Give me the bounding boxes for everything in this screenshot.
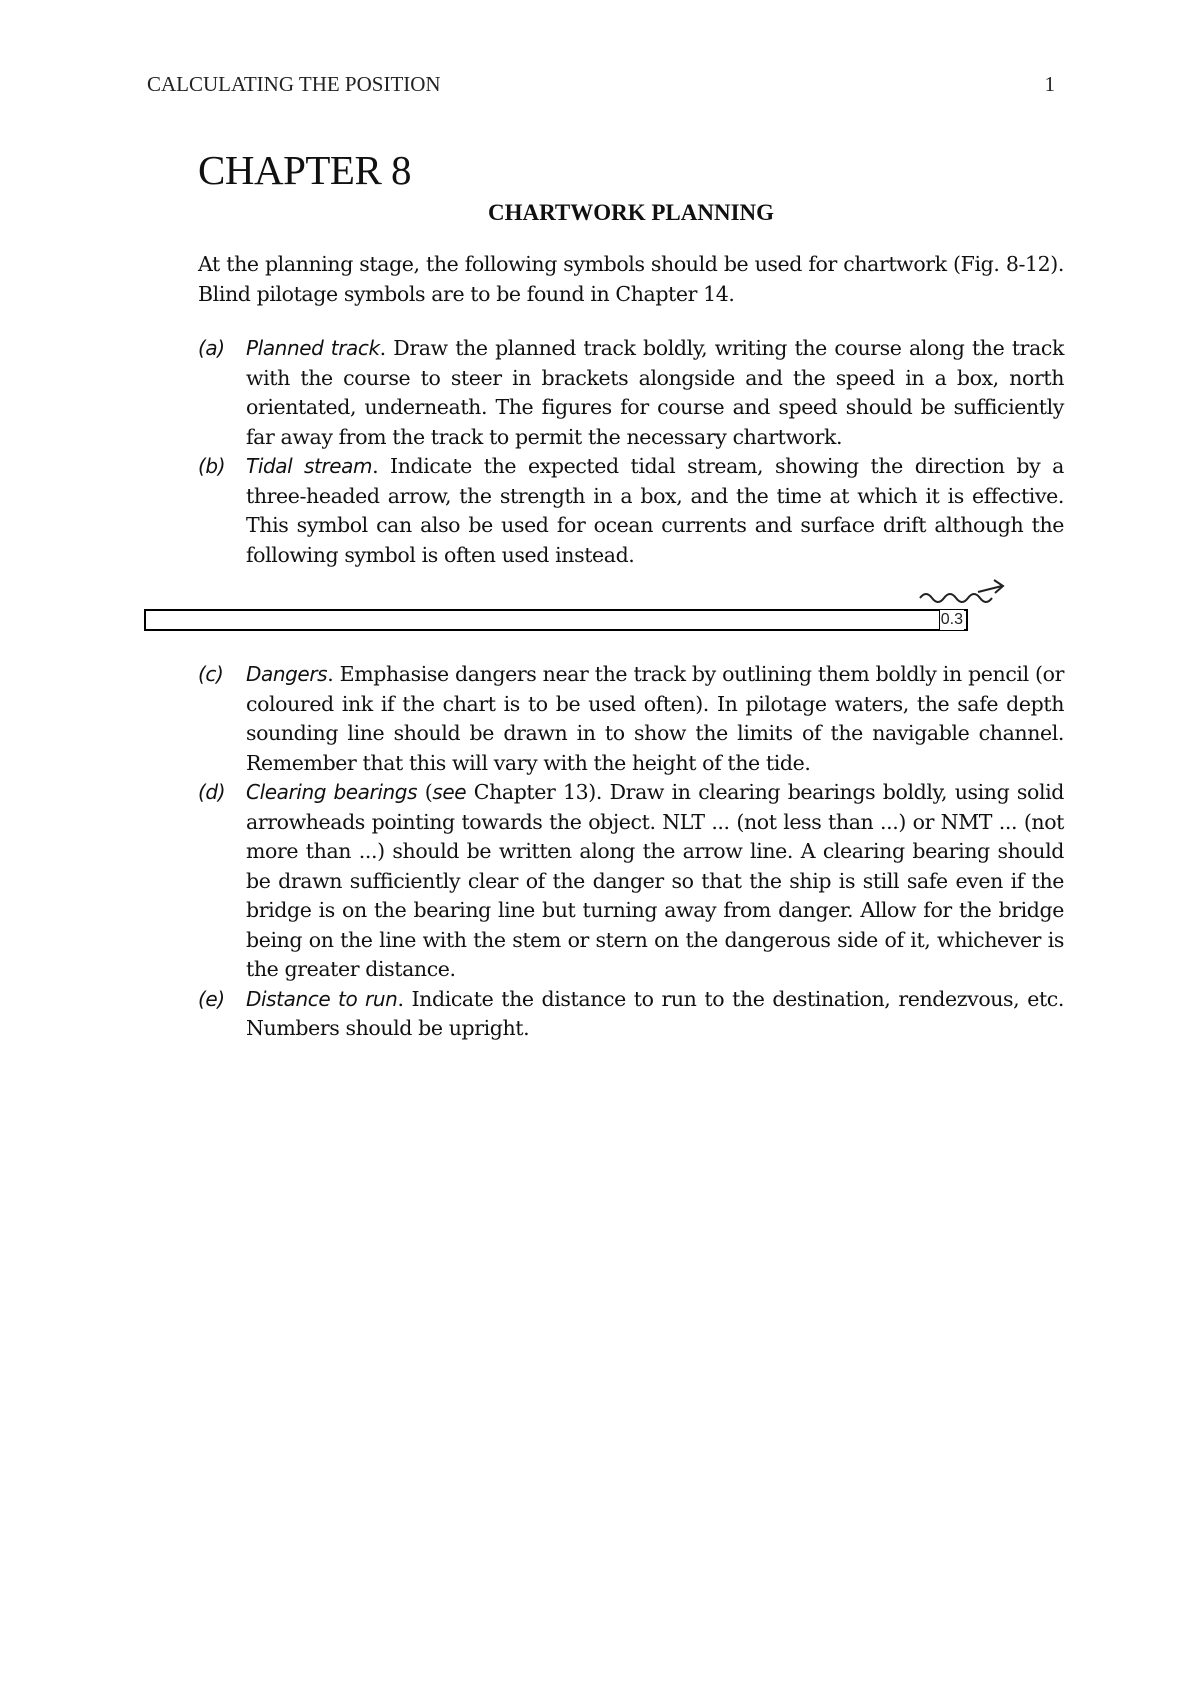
- item-label: (b): [198, 454, 226, 478]
- item-body: . Emphasise dangers near the track by outlining them boldly in pencil (or coloured ink if the chart is to be used often). In pilotage waters, the safe depth sounding line should be drawn in to show the limits of the navigable channel. Remember that this will vary with the height of the tide.: [246, 662, 1064, 775]
- chapter-heading: CHAPTER 8: [198, 147, 412, 193]
- item-text: [246, 660, 1064, 778]
- symbol-list-part-1: [198, 334, 1064, 570]
- symbol-list-part-2: [198, 660, 1064, 1044]
- list-item: [198, 985, 1064, 1044]
- list-item: [198, 778, 1064, 985]
- item-text: [246, 985, 1064, 1044]
- item-see: see: [432, 780, 467, 804]
- symbol-frame: [144, 609, 968, 631]
- item-text: [246, 778, 1064, 985]
- item-text: [246, 334, 1064, 452]
- item-term: Clearing bearings: [246, 780, 418, 804]
- list-item: [198, 334, 1064, 452]
- running-header: [147, 72, 1067, 97]
- item-text: [246, 452, 1064, 570]
- frame-value: 0.3: [940, 611, 963, 628]
- item-label: (d): [198, 780, 226, 804]
- item-pre: (: [417, 780, 433, 804]
- running-title: CALCULATING THE POSITION: [147, 72, 441, 96]
- item-label: (a): [198, 336, 225, 360]
- intro-paragraph: At the planning stage, the following symbols should be used for chartwork (Fig. 8-12). Blind pilotage symbols are to be found in Chapter 14.: [198, 252, 1064, 306]
- item-body: Chapter 13). Draw in clearing bearings boldly, using solid arrowheads pointing towards the object. NLT ... (not less than ...) or NMT ... (not more than ...) should be written along the arrow line. A clearing bearing should be drawn sufficiently clear of the danger so that the ship is still safe even if the bridge is on the bearing line but turning away from danger. Allow for the bridge being on the line with the stem or stern on the dangerous side of it, whichever is the greater distance.: [246, 780, 1065, 981]
- list-item: [198, 452, 1064, 570]
- surface-drift-arrow-icon: [918, 576, 1006, 606]
- section-title: CHARTWORK PLANNING: [487, 200, 775, 225]
- list-item: [198, 660, 1064, 778]
- item-term: Distance to run: [246, 986, 398, 1011]
- page-number: 1: [1044, 72, 1055, 96]
- item-body: . Draw the planned track boldly, writing the course along the track with the course to steer in brackets alongside and the speed in a box, north orientated, underneath. The figures for course and speed should be sufficiently far away from the track to permit the necessary chartwork.: [246, 336, 1064, 449]
- item-body: . Indicate the distance to run to the destination, rendezvous, etc. Numbers should be upright.: [246, 986, 1064, 1040]
- item-body: . Indicate the expected tidal stream, showing the direction by a three-headed arrow, the strength in a box, and the time at which it is effective. This symbol can also be used for ocean currents and surface drift although the following symbol is often used instead.: [246, 454, 1064, 567]
- item-term: Planned track: [246, 336, 380, 360]
- item-label: (e): [198, 986, 225, 1011]
- item-term: Tidal stream: [246, 454, 373, 478]
- item-term: Dangers: [246, 662, 328, 686]
- item-label: (c): [198, 662, 224, 686]
